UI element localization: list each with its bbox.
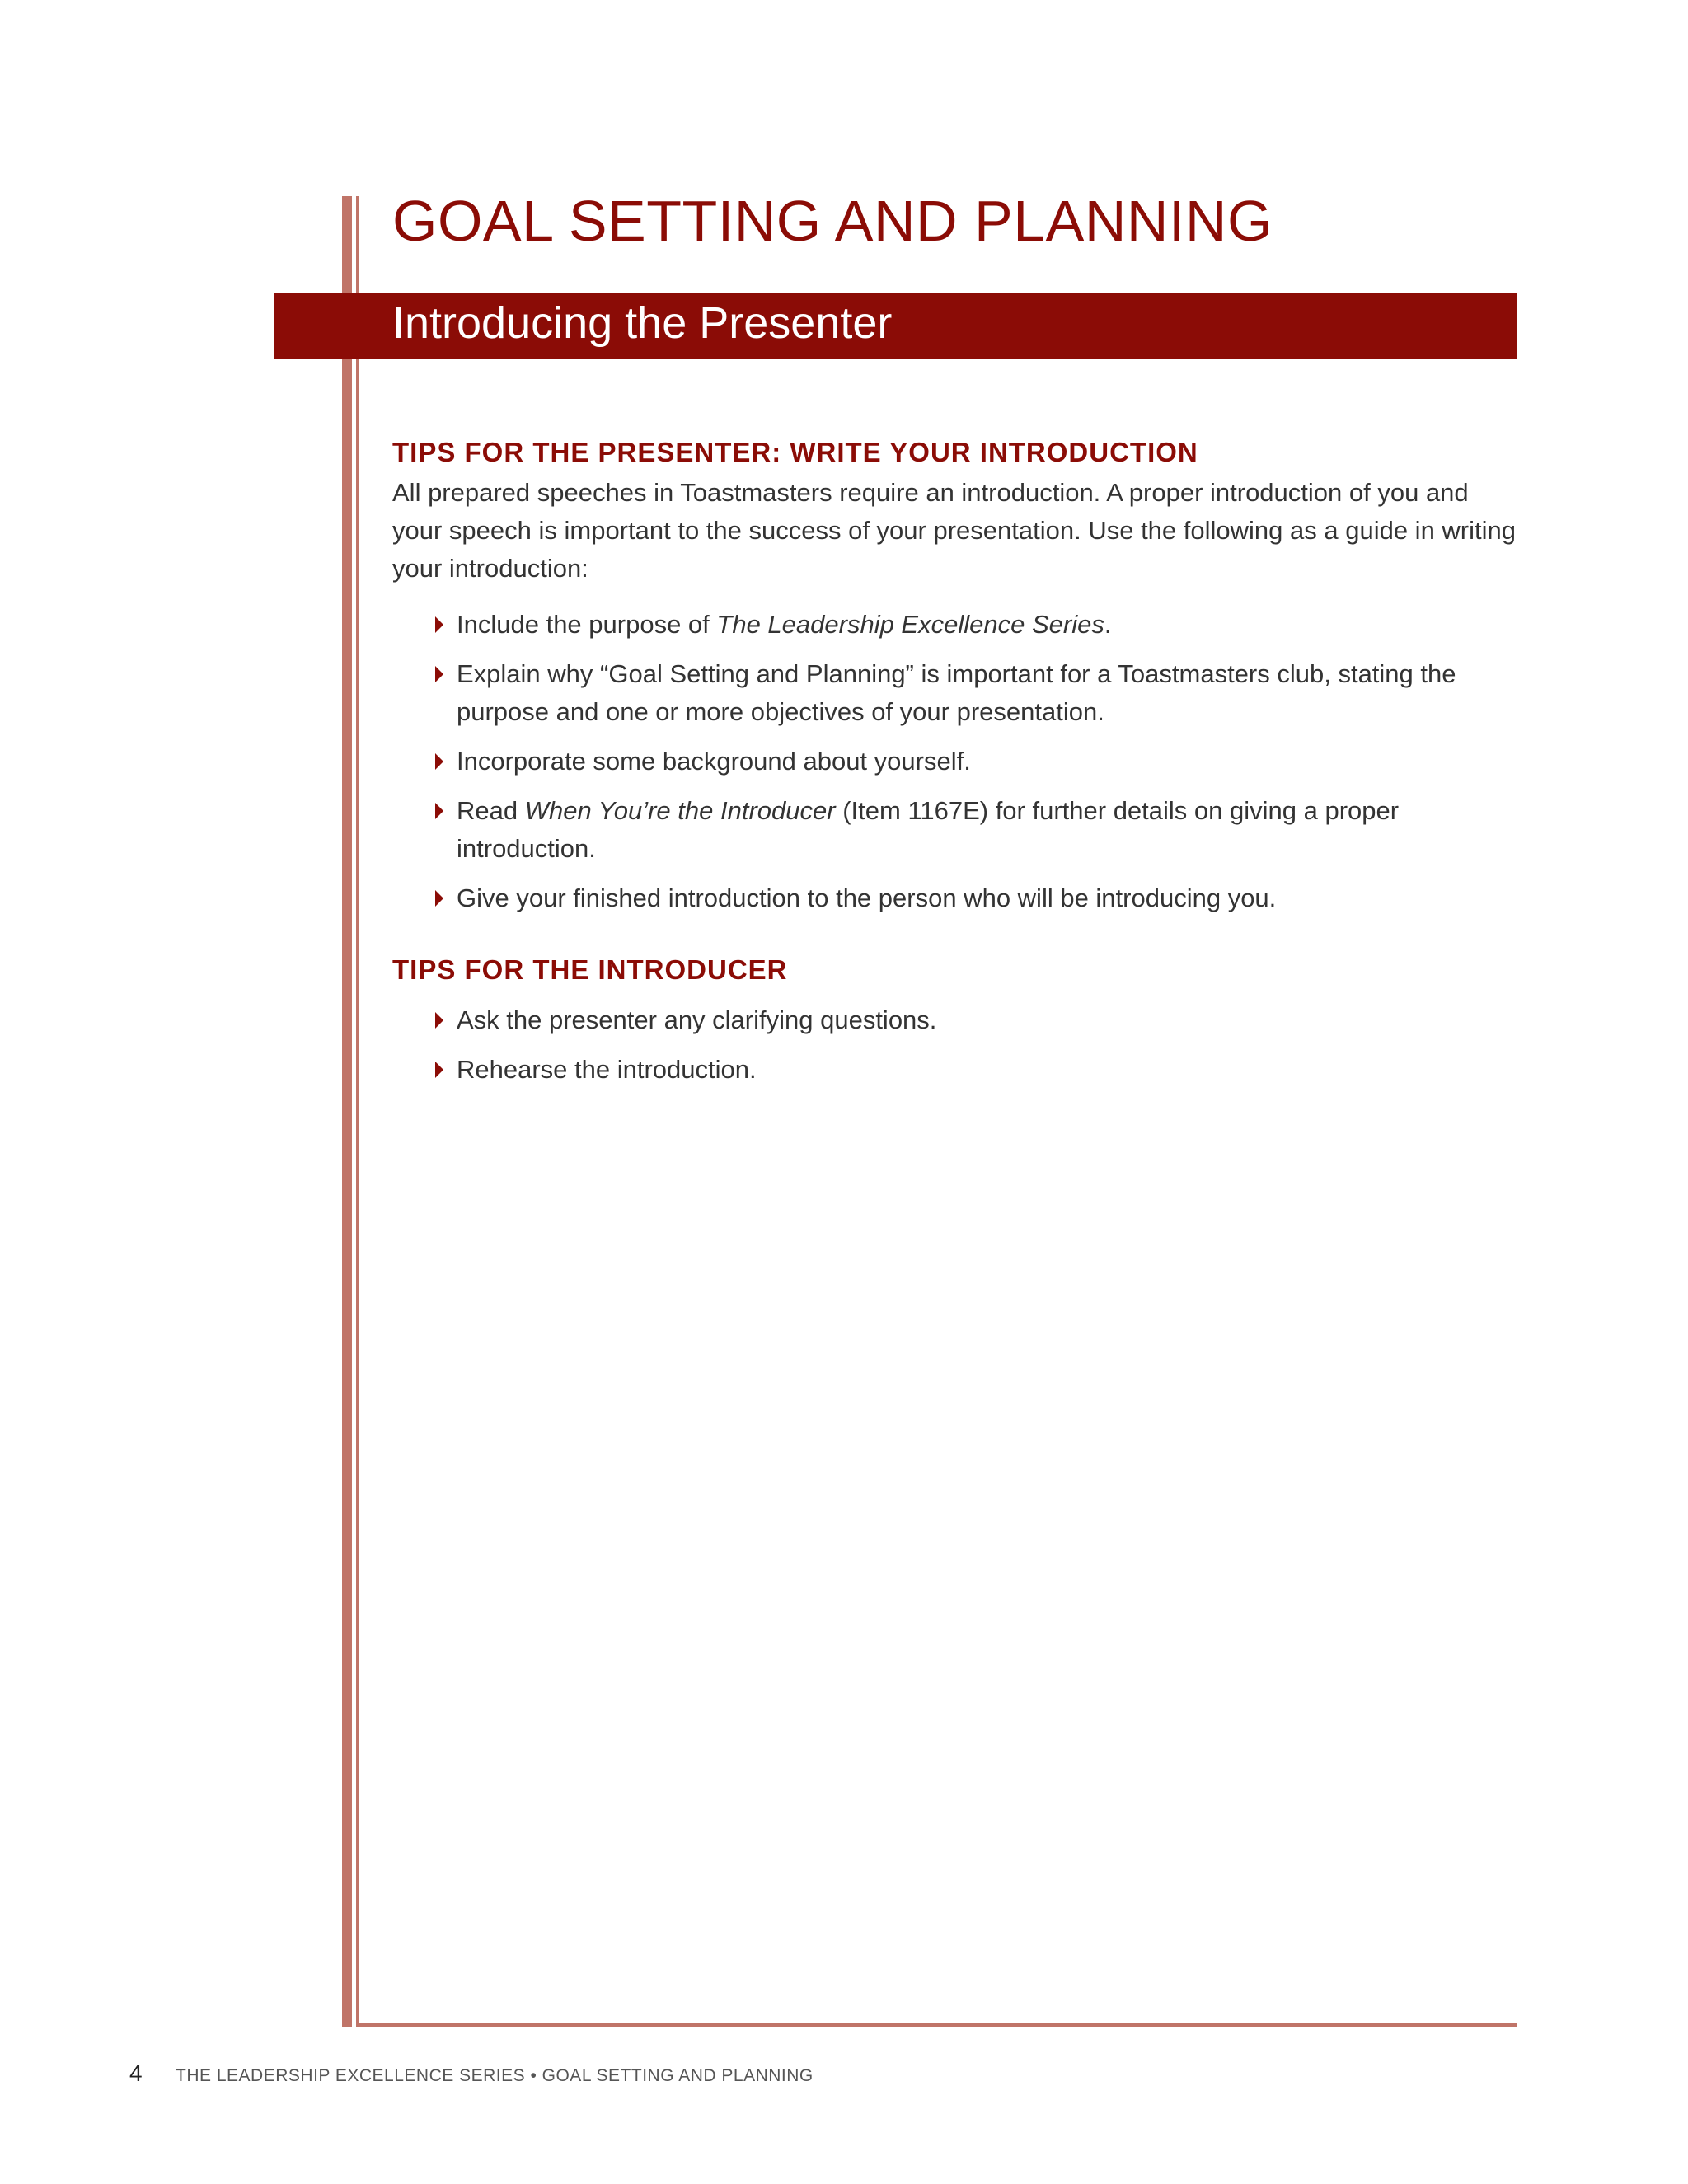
triangle-bullet-icon	[435, 1012, 443, 1029]
list-item	[457, 879, 1522, 917]
presenter-tips-heading: TIPS FOR THE PRESENTER: WRITE YOUR INTRODUCTION	[392, 437, 1198, 467]
page-footer	[129, 2060, 814, 2087]
triangle-bullet-icon	[435, 666, 443, 682]
triangle-bullet-icon	[435, 890, 443, 907]
list-item-text-pre: Read	[457, 796, 525, 825]
left-margin-rule-thin	[356, 196, 359, 2027]
list-item-text-italic: When You’re the Introducer	[524, 796, 836, 825]
section-title: Introducing the Presenter	[392, 298, 893, 348]
list-item-text: Give your finished introduction to the person who will be introducing you.	[457, 883, 1277, 912]
list-item	[457, 606, 1522, 644]
list-item	[457, 1051, 1522, 1089]
section-title-band	[274, 293, 1517, 359]
introducer-tips-heading: TIPS FOR THE INTRODUCER	[392, 954, 788, 985]
list-item-text-post: (Item 1167E) for further details on giving a proper introduction.	[457, 796, 1400, 863]
presenter-tips-intro: All prepared speeches in Toastmasters require an introduction. A proper introduction of you and your speech is important to the success of your presentation. Use the following as a guide in writing your introduction:	[392, 478, 1517, 583]
introducer-tips-list	[392, 1001, 1522, 1089]
list-item	[457, 743, 1522, 780]
list-item-text-pre: Include the purpose of	[457, 610, 717, 639]
triangle-bullet-icon	[435, 753, 443, 770]
page-number: 4	[129, 2060, 143, 2086]
chapter-title: GOAL SETTING AND PLANNING	[392, 189, 1273, 253]
list-item-text-post: .	[1104, 610, 1112, 639]
list-item	[457, 792, 1522, 868]
list-item	[457, 655, 1522, 731]
triangle-bullet-icon	[435, 1062, 443, 1078]
list-item-text: Incorporate some background about yourself.	[457, 747, 971, 776]
list-item-text: Explain why “Goal Setting and Planning” is important for a Toastmasters club, stating the purpose and one or more objectives of your presentation.	[457, 659, 1456, 726]
triangle-bullet-icon	[435, 803, 443, 819]
list-item-text-italic: The Leadership Excellence Series	[716, 610, 1104, 639]
list-item-text: Rehearse the introduction.	[457, 1055, 757, 1084]
left-margin-rule-thick	[342, 196, 352, 2027]
running-footer-title: THE LEADERSHIP EXCELLENCE SERIES • GOAL SETTING AND PLANNING	[176, 2066, 814, 2085]
presenter-tips-list	[392, 606, 1522, 917]
list-item	[457, 1001, 1522, 1039]
main-content	[392, 433, 1522, 1100]
triangle-bullet-icon	[435, 616, 443, 633]
bottom-rule	[356, 2023, 1517, 2027]
list-item-text: Ask the presenter any clarifying questions.	[457, 1005, 937, 1034]
